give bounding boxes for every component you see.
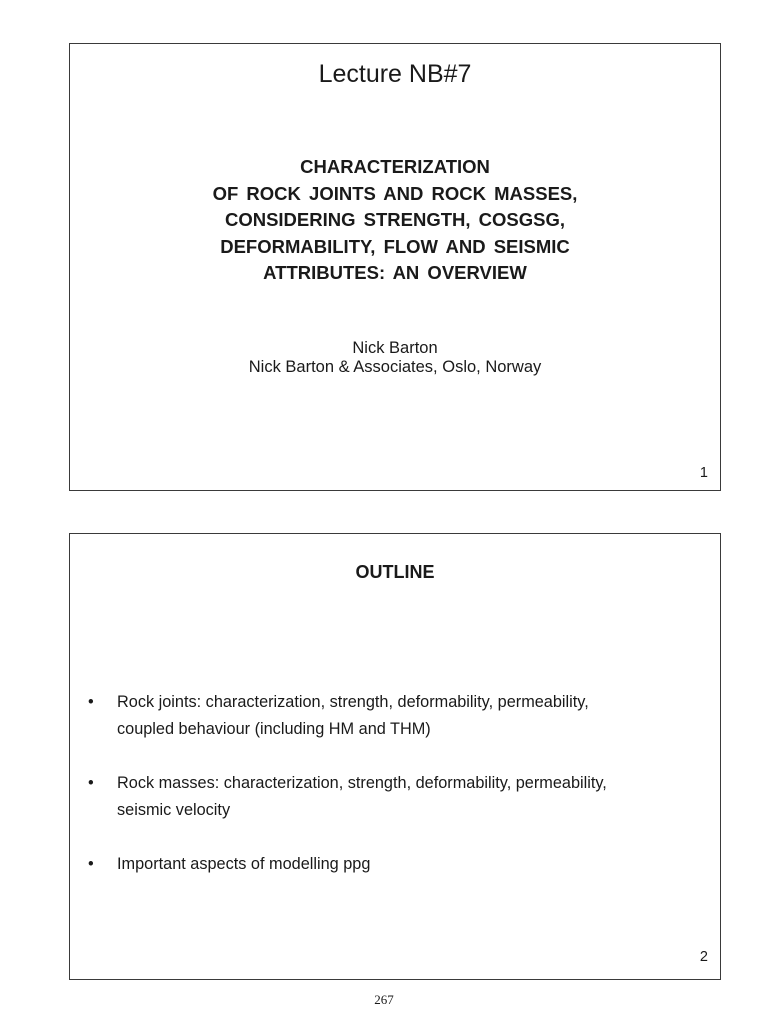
slide-2 bbox=[69, 533, 721, 980]
author-block bbox=[70, 339, 720, 377]
bullet-text-line: coupled behaviour (including HM and THM) bbox=[117, 720, 431, 738]
bullet-text-line: Rock joints: characterization, strength, deformability, permeability, bbox=[117, 693, 589, 711]
outline-title: OUTLINE bbox=[355, 562, 435, 582]
bullet-text-line: Rock masses: characterization, strength, deformability, permeability, bbox=[117, 774, 607, 792]
bullet-icon: • bbox=[88, 774, 94, 792]
title-line: CHARACTERIZATION bbox=[300, 156, 490, 177]
title-line: CONSIDERING STRENGTH, COSGSG, bbox=[224, 209, 566, 231]
title-line: OF ROCK JOINTS AND ROCK MASSES, bbox=[212, 182, 578, 204]
outline-list bbox=[88, 689, 708, 905]
author-name: Nick Barton bbox=[352, 339, 438, 357]
slide-number: 2 bbox=[699, 949, 708, 965]
author-affiliation: Nick Barton & Associates, Oslo, Norway bbox=[248, 358, 542, 376]
bullet-icon: • bbox=[88, 693, 94, 711]
list-item bbox=[88, 689, 708, 743]
list-item bbox=[88, 770, 708, 824]
page-number: 267 bbox=[374, 992, 394, 1007]
slide-number: 1 bbox=[699, 465, 708, 481]
lecture-main-title bbox=[70, 154, 720, 287]
title-line: DEFORMABILITY, FLOW AND SEISMIC bbox=[220, 235, 570, 257]
list-item bbox=[88, 851, 708, 878]
slide-1 bbox=[69, 43, 721, 491]
bullet-text-line: seismic velocity bbox=[117, 801, 231, 819]
bullet-icon: • bbox=[88, 855, 94, 873]
bullet-text-line: Important aspects of modelling ppg bbox=[117, 855, 371, 873]
lecture-title: Lecture NB#7 bbox=[318, 60, 472, 88]
title-line: ATTRIBUTES: AN OVERVIEW bbox=[263, 262, 527, 284]
